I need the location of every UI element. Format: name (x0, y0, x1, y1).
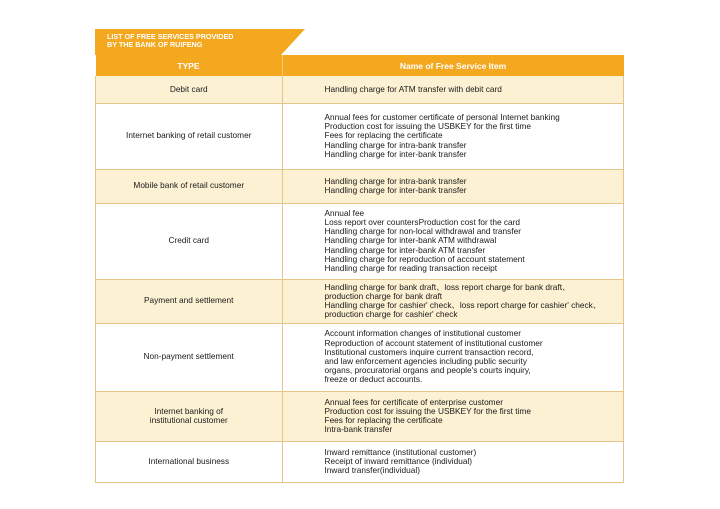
table-row (96, 76, 624, 103)
row-items (282, 323, 624, 391)
item-line: Loss report over countersProduction cost for the card (324, 216, 521, 227)
document-title (95, 29, 281, 55)
row-type: Credit card (96, 203, 283, 279)
title-line: LIST OF FREE SERVICES PROVIDED (107, 32, 234, 41)
item-line: Handling charge for inter-bank ATM withdrawal (324, 235, 497, 246)
item-line: production charge for cashier' check (324, 309, 458, 320)
table-row (96, 203, 624, 279)
row-items (282, 279, 624, 323)
item-line: Handling charge for inter-bank transfer (324, 148, 467, 159)
item-line: Annual fee (324, 207, 365, 218)
item-line: Intra-bank transfer (324, 424, 393, 435)
row-items (282, 391, 624, 441)
item-line: Handling charge for intra-bank transfer (324, 139, 467, 150)
item-line: Annual fees for certificate of enterprise customer (324, 396, 503, 407)
row-items (282, 441, 624, 482)
header-type: TYPE (96, 55, 283, 76)
item-line: and law enforcement agencies including public security (324, 356, 527, 366)
row-items (282, 203, 624, 279)
row-type (96, 391, 283, 441)
row-type-line: Internet banking of (154, 405, 224, 416)
item-line: Handling charge for ATM transfer with debit card (324, 83, 502, 94)
table-row (96, 441, 624, 482)
item-line: freeze or deduct accounts. (324, 374, 423, 385)
title-line: BY THE BANK OF RUIFENG (107, 40, 203, 50)
row-type: Non-payment settlement (96, 323, 283, 391)
item-line: Fees for replacing the certificate (324, 130, 443, 141)
item-line: Production cost for issuing the USBKEY for the first time (324, 121, 531, 132)
row-type: Internet banking of retail customer (96, 103, 283, 169)
table-row (96, 103, 624, 169)
row-type: Mobile bank of retail customer (96, 169, 283, 203)
header-item-name: Name of Free Service Item (282, 55, 624, 76)
item-line: Handling charge for reproduction of account statement (324, 253, 525, 264)
item-line: Handling charge for inter-bank transfer (324, 185, 467, 195)
row-type-line: institutional customer (149, 415, 228, 425)
item-line: Receipt of inward remittance (individual) (324, 455, 473, 466)
item-line: Handling charge for non-local withdrawal and transfer (324, 226, 521, 237)
item-line: Inward transfer(individual) (324, 465, 420, 476)
item-line: Handling charge for inter-bank ATM transfer (324, 244, 486, 255)
row-type: Debit card (96, 76, 283, 103)
table-header-row (96, 55, 624, 76)
row-items (282, 169, 624, 203)
free-services-document (95, 29, 624, 483)
item-line: Production cost for issuing the USBKEY for the first time (324, 405, 531, 416)
row-type: Payment and settlement (96, 279, 283, 323)
table-row (96, 323, 624, 391)
item-line: Handling charge for cashier' check、loss report charge for cashier' check、 (324, 300, 602, 310)
item-line: Account information changes of institutional customer (324, 328, 521, 339)
item-line: Institutional customers inquire current transaction record, (324, 346, 534, 357)
item-line: Reproduction of account statement of institutional customer (324, 337, 543, 348)
table-row (96, 169, 624, 203)
item-line: Inward remittance (institutional customer) (324, 446, 477, 457)
item-line: Annual fees for customer certificate of personal Internet banking (324, 111, 560, 122)
row-items (282, 103, 624, 169)
item-line: Handling charge for bank draft、loss report charge for bank draft、 (324, 281, 571, 292)
table-row (96, 279, 624, 323)
row-type: International business (96, 441, 283, 482)
table-row (96, 391, 624, 441)
free-services-table (95, 55, 624, 483)
item-line: Fees for replacing the certificate (324, 415, 443, 425)
item-line: Handling charge for intra-bank transfer (324, 175, 467, 186)
row-items (282, 76, 624, 103)
item-line: production charge for bank draft (324, 290, 443, 301)
item-line: Handling charge for reading transaction receipt (324, 263, 497, 273)
item-line: organs, procuratorial organs and people's courts inquiry, (324, 365, 531, 376)
